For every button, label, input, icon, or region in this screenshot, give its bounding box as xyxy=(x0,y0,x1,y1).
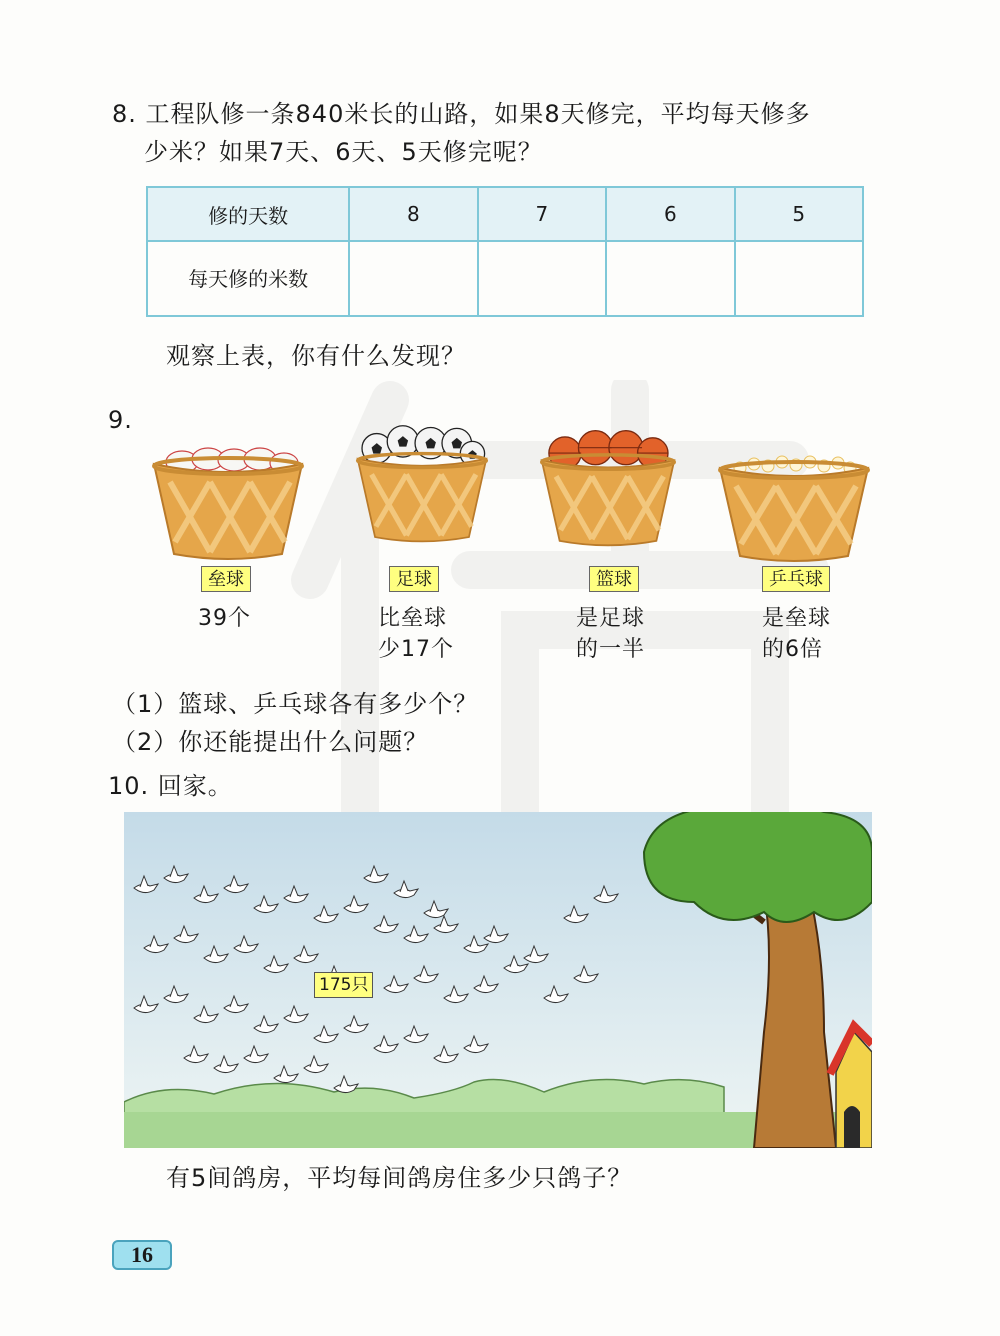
q9-subquestion-2: （2）你还能提出什么问题？ xyxy=(112,728,429,756)
q8-text-line1: 8. 工程队修一条840米长的山路，如果8天修完，平均每天修多 xyxy=(112,100,811,128)
table-cell-day: 8 xyxy=(350,188,478,240)
table-cell-day: 6 xyxy=(607,188,735,240)
basketball-description-line2: 的一半 xyxy=(576,637,646,662)
table-cell-day: 5 xyxy=(792,202,806,226)
soccer-description-line2: 少17个 xyxy=(378,637,454,662)
page-number: 16 xyxy=(112,1240,172,1270)
pigeons-scene-illustration xyxy=(124,812,872,1148)
q10-question: 有5间鸽房，平均每间鸽房住多少只鸽子？ xyxy=(166,1164,633,1192)
table-header-days: 修的天数 xyxy=(148,188,350,240)
table-cell-answer[interactable] xyxy=(607,240,735,315)
scene-graphic xyxy=(124,812,872,1148)
soccer-label: 足球 xyxy=(389,566,439,592)
table-cell-day: 7 xyxy=(479,188,607,240)
pingpong-description-line2: 的6倍 xyxy=(762,637,823,662)
q9-subquestion-1: （1）篮球、乒乓球各有多少个？ xyxy=(112,690,479,718)
pingpong-label: 乒乓球 xyxy=(762,566,830,592)
soccer-description-line1: 比垒球 xyxy=(378,606,448,631)
pigeon-count-label: 175只 xyxy=(314,972,373,998)
table-header-meters: 每天修的米数 xyxy=(148,240,350,315)
softball-basket-image xyxy=(150,442,306,562)
table-cell-answer[interactable] xyxy=(350,240,478,315)
table-row xyxy=(148,240,862,315)
table-cell-answer[interactable] xyxy=(736,240,862,315)
softball-description: 39个 xyxy=(198,606,251,631)
q9-number: 9. xyxy=(108,406,133,434)
pingpong-description-line1: 是垒球 xyxy=(762,606,832,631)
basketball-basket-image xyxy=(530,428,686,548)
basketball-label: 篮球 xyxy=(589,566,639,592)
pingpong-basket-image xyxy=(716,446,872,566)
soccer-basket-image xyxy=(344,424,500,544)
q10-title: 10. 回家。 xyxy=(108,772,233,800)
table-row xyxy=(148,188,862,242)
days-table xyxy=(146,186,864,317)
table-cell-answer[interactable] xyxy=(479,240,607,315)
basketball-description-line1: 是足球 xyxy=(576,606,646,631)
q8-observe: 观察上表，你有什么发现？ xyxy=(166,342,466,370)
q8-text-line2: 少米？如果7天、6天、5天修完呢？ xyxy=(144,138,543,166)
softball-label: 垒球 xyxy=(201,566,251,592)
